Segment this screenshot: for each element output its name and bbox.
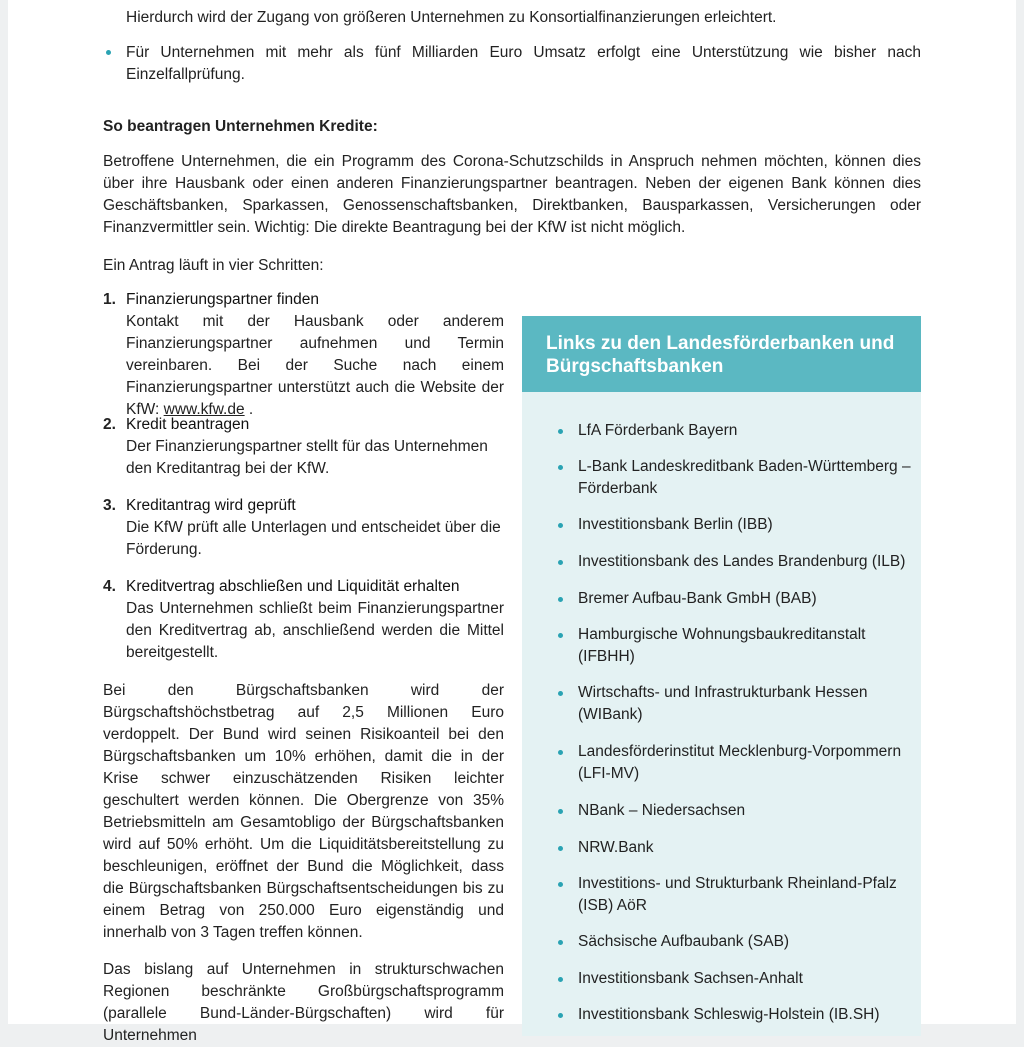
bullet-dot <box>558 1013 563 1018</box>
step-1-after-link: . <box>244 401 254 418</box>
sidebar-link-sab[interactable]: Sächsische Aufbaubank (SAB) <box>578 933 790 950</box>
sidebar-link-ib-sachsen-anhalt[interactable]: Investitionsbank Sachsen-Anhalt <box>578 970 803 987</box>
section-heading: So beantragen Unternehmen Kredite: <box>103 118 378 135</box>
sidebar-link-ifbhh[interactable]: Hamburgische Wohnungsbaukreditanstalt (IFBHH) <box>578 626 866 665</box>
step-1-body: Kontakt mit der Hausbank oder anderem Finanzierungspartner aufnehmen und Termin vereinbaren. Bei der Suche nach einem Finanzierungspartner unterstützt auch die Website der KfW: <box>126 313 504 418</box>
step-4-title: Kreditvertrag abschließen und Liquidität erhalten <box>126 578 460 595</box>
bullet-dot <box>558 940 563 945</box>
bullet-dot <box>558 429 563 434</box>
sidebar-links-box <box>522 316 921 1036</box>
bullet-dot <box>558 560 563 565</box>
top-bullet-1-text: Hierdurch wird der Zugang von größeren Unternehmen zu Konsortialfinanzierungen erleichtert. <box>126 9 777 26</box>
sidebar-header <box>522 316 921 392</box>
bullet-dot <box>558 750 563 755</box>
sidebar-link-lfa[interactable]: LfA Förderbank Bayern <box>578 422 738 439</box>
sidebar-link-ibsh[interactable]: Investitionsbank Schleswig-Holstein (IB.SH) <box>578 1006 880 1023</box>
steps-intro: Ein Antrag läuft in vier Schritten: <box>103 257 324 274</box>
sidebar-link-lfi-mv[interactable]: Landesförderinstitut Mecklenburg-Vorpommern (LFI-MV) <box>578 743 902 782</box>
bullet-dot <box>558 691 563 696</box>
sidebar-link-isb[interactable]: Investitions- und Strukturbank Rheinland-Pfalz (ISB) AöR <box>578 875 897 914</box>
bullet-dot <box>558 597 563 602</box>
buergschaft-paragraph: Bei den Bürgschaftsbanken wird der Bürgschaftshöchstbetrag auf 2,5 Millionen Euro verdoppelt. Der Bund wird seinen Risikoanteil bei den Bürgschaftsbanken um 10% erhöhen, damit die in der Krise schwer einzuschätzenden Risiken leichter geschultert werden können. Die Obergrenze von 35% Betriebsmitteln am Gesamtobligo der Bürgschaftsbanken wird auf 50% erhöht. Um die Liquiditätsbereitstellung zu beschleunigen, eröffnet der Bund die Möglichkeit, dass die Bürgschaftsbanken Bürgschaftsentscheidungen bis zu einem Betrag von 250.000 Euro eigenständig und innerhalb von 3 Tagen treffen können. <box>103 682 504 941</box>
bullet-dot <box>558 977 563 982</box>
bullet-dot <box>106 50 111 55</box>
step-3-text: Die KfW prüft alle Unterlagen und entscheidet über die Förderung. <box>126 519 501 558</box>
bullet-dot <box>558 465 563 470</box>
intro-paragraph: Betroffene Unternehmen, die ein Programm des Corona-Schutzschilds in Anspruch nehmen möchten, können dies über ihre Hausbank oder einen anderen Finanzierungspartner beantragen. Neben der eigenen Bank können dies Geschäftsbanken, Sparkassen, Genossenschaftsbanken, Direktbanken, Bausparkassen, Versicherungen oder Finanzvermittler sein. Wichtig: Die direkte Beantragung bei der KfW ist nicht möglich. <box>103 153 921 236</box>
bullet-dot <box>558 633 563 638</box>
bullet-dot <box>558 846 563 851</box>
step-1-number: 1. <box>103 291 116 308</box>
kfw-link[interactable]: www.kfw.de <box>163 401 245 418</box>
sidebar-title: Links zu den Landesförderbanken und Bürgschaftsbanken <box>546 333 895 377</box>
step-3-number: 3. <box>103 497 116 514</box>
step-1-title: Finanzierungspartner finden <box>126 291 320 308</box>
sidebar-link-lbank[interactable]: L-Bank Landeskreditbank Baden-Württemberg – Förderbank <box>578 458 911 497</box>
document-page <box>8 0 1016 1044</box>
step-2-title: Kredit beantragen <box>126 416 250 433</box>
step-1-text <box>126 311 504 421</box>
sidebar-link-nrwbank[interactable]: NRW.Bank <box>578 839 654 856</box>
sidebar-link-wibank[interactable]: Wirtschafts- und Infrastrukturbank Hessen (WIBank) <box>578 684 868 723</box>
bullet-dot <box>558 523 563 528</box>
last-paragraph: Das bislang auf Unternehmen in strukturschwachen Regionen beschränkte Großbürgschaftsprogramm (parallele Bund-Länder-Bürgschaften) wird für Unternehmen <box>103 961 504 1044</box>
sidebar-link-ilb[interactable]: Investitionsbank des Landes Brandenburg (ILB) <box>578 553 906 570</box>
step-4-number: 4. <box>103 578 116 595</box>
top-bullet-2-text: Für Unternehmen mit mehr als fünf Milliarden Euro Umsatz erfolgt eine Unterstützung wie bisher nach Einzelfallprüfung. <box>126 44 921 83</box>
step-4-text: Das Unternehmen schließt beim Finanzierungspartner den Kreditvertrag ab, anschließend werden die Mittel bereitgestellt. <box>126 600 504 661</box>
bullet-dot <box>558 809 563 814</box>
sidebar-link-ibb[interactable]: Investitionsbank Berlin (IBB) <box>578 516 773 533</box>
step-2-text: Der Finanzierungspartner stellt für das Unternehmen den Kreditantrag bei der KfW. <box>126 438 488 477</box>
bullet-dot <box>558 882 563 887</box>
sidebar-link-nbank[interactable]: NBank – Niedersachsen <box>578 802 746 819</box>
step-2-number: 2. <box>103 416 116 433</box>
step-3-title: Kreditantrag wird geprüft <box>126 497 296 514</box>
sidebar-link-bab[interactable]: Bremer Aufbau-Bank GmbH (BAB) <box>578 590 817 607</box>
